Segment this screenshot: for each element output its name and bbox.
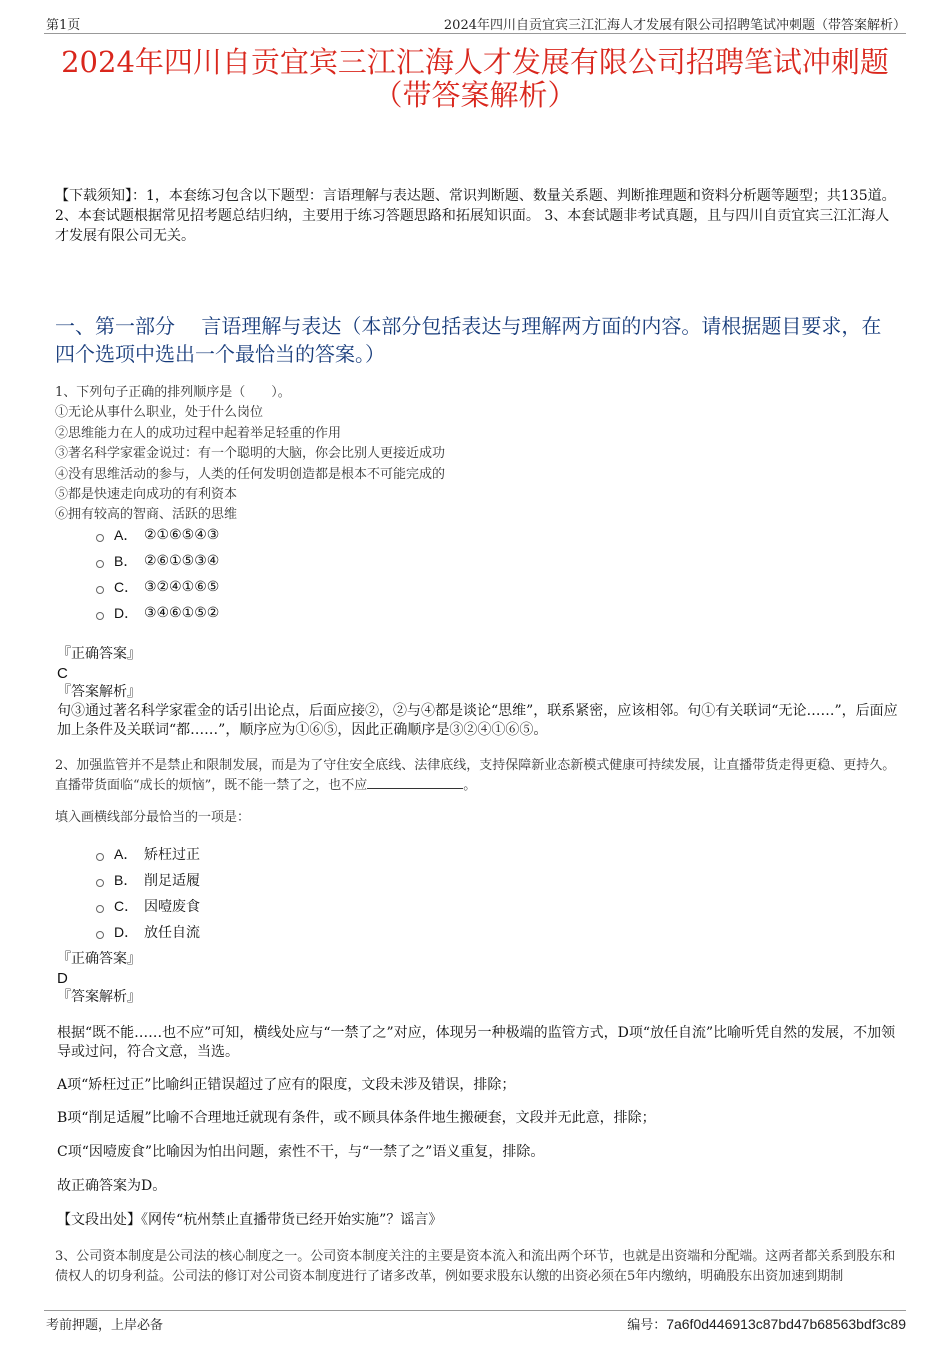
radio-icon[interactable] [96, 612, 104, 620]
question-1-options [96, 522, 219, 626]
question-1-answer [57, 645, 898, 740]
question-1-line-1: ①无论从事什么职业，处于什么岗位 [55, 405, 264, 421]
passage-source: 【文段出处】《网传“杭州禁止直播带货已经开始实施”？谣言》 [57, 1212, 443, 1228]
analysis-paragraph-4: C项“因噎废食”比喻因为怕出问题，索性不干，与“一禁了之”语义重复，排除。 [57, 1144, 545, 1160]
question-1-line-3: ③著名科学家霍金说过：有一个聪明的大脑，你会比别人更接近成功 [55, 446, 446, 462]
radio-icon[interactable] [96, 560, 104, 568]
question-2-stem: 2、加强监管并不是禁止和限制发展，而是为了守住安全底线、法律底线，支持保障新业态新模式健康可持续发展，让直播带货走得更稳、更持久。直播带货面临“成长的烦恼”，既不能一禁了之，也不应 。 [55, 758, 896, 794]
radio-icon[interactable] [96, 586, 104, 594]
question-2-prompt: 填入画横线部分最恰当的一项是： [55, 810, 251, 825]
question-2-option-a[interactable]: A． 矫枉过正 [96, 841, 200, 867]
answer-value: D [57, 970, 68, 987]
footer-slogan: 考前押题，上岸必备 [46, 1318, 164, 1333]
header-divider [44, 33, 906, 34]
radio-icon[interactable] [96, 853, 104, 861]
analysis-paragraph-2: A项“矫枉过正”比喻纠正错误超过了应有的限度，文段未涉及错误，排除； [57, 1077, 516, 1093]
answer-label: 『正确答案』 [57, 951, 141, 967]
radio-icon[interactable] [96, 534, 104, 542]
question-1-option-a[interactable]: A． ②①⑥⑤④③ [96, 522, 219, 548]
analysis-paragraph-3: B项“削足适履”比喻不合理地迁就现有条件，或不顾具体条件地生搬硬套，文段并无此意，排除； [57, 1110, 656, 1126]
analysis-label: 『答案解析』 [57, 684, 141, 700]
question-2-options [96, 841, 200, 945]
question-1-line-4: ④没有思维活动的参与，人类的任何发明创造都是根本不可能完成的 [55, 466, 446, 482]
document-title: 2024年四川自贡宜宾三江汇海人才发展有限公司招聘笔试冲刺题（带答案解析） [61, 45, 889, 112]
answer-value: C [57, 665, 68, 682]
question-1-option-d[interactable]: D． ③④⑥①⑤② [96, 600, 219, 626]
question-1-line-2: ②思维能力在人的成功过程中起着举足轻重的作用 [55, 425, 342, 441]
question-2-answer [57, 950, 898, 1007]
radio-icon[interactable] [96, 905, 104, 913]
page-number: 第1页 [46, 18, 81, 33]
answer-label: 『正确答案』 [57, 646, 141, 662]
section-title: 一、第一部分 言语理解与表达（本部分包括表达与理解两方面的内容。请根据题目要求，在四个选项中选出一个最恰当的答案。） [55, 314, 882, 366]
question-2-option-d[interactable]: D． 放任自流 [96, 919, 200, 945]
header-doc-title: 2024年四川自贡宜宾三江汇海人才发展有限公司招聘笔试冲刺题（带答案解析） [443, 18, 906, 33]
analysis-paragraph-5: 故正确答案为D。 [57, 1178, 167, 1194]
footer-code: 编号：7a6f0d446913c87bd47b68563bdf3c89 [627, 1316, 906, 1333]
radio-icon[interactable] [96, 879, 104, 887]
question-3-stem: 3、公司资本制度是公司法的核心制度之一。公司资本制度关注的主要是资本流入和流出两个环节，也就是出资端和分配端。这两者都关系到股东和债权人的切身利益。公司法的修订对公司资本制度进行了诸多改革，例如要求股东认缴的出资必须在5年内缴纳，明确股东出资加速到期制 [55, 1249, 896, 1285]
analysis-paragraph-1: 根据“既不能……也不应”可知，横线处应与“一禁了之”对应，体现另一种极端的监管方式，D项“放任自流”比喻听凭自然的发展，不加领导或过问，符合文意，当选。 [57, 1025, 896, 1060]
question-1-option-c[interactable]: C． ③②④①⑥⑤ [96, 574, 219, 600]
question-1-option-b[interactable]: B． ②⑥①⑤③④ [96, 548, 219, 574]
footer-divider [44, 1310, 906, 1311]
question-1-title: 1、下列句子正确的排列顺序是（ ）。 [55, 385, 291, 400]
radio-icon[interactable] [96, 931, 104, 939]
question-1-stem [55, 383, 898, 526]
question-1-line-6: ⑥拥有较高的智商、活跃的思维 [55, 507, 238, 523]
question-1-line-5: ⑤都是快速走向成功的有利资本 [55, 487, 238, 503]
download-notice: 【下载须知】：1，本套练习包含以下题型：言语理解与表达题、常识判断题、数量关系题、判断推理题和资料分析题等题型；共135道。 2、本套试题根据常见招考题总结归纳，主要用于练习答题思路和拓展知识面。 3、本套试题非考试真题，且与四川自贡宜宾三江汇海人才发展有限公司无关。 [55, 188, 896, 244]
question-2-option-b[interactable]: B． 削足适履 [96, 867, 200, 893]
fill-blank [367, 776, 463, 789]
analysis-text: 句③通过著名科学家霍金的话引出论点，后面应接②，②与④都是谈论“思维”，联系紧密，应该相邻。句①有关联词“无论……”，后面应加上条件及关联词“都……”，顺序应为①⑥⑤，因此正确顺序是③②④①⑥⑤。 [57, 703, 898, 738]
question-2-option-c[interactable]: C． 因噎废食 [96, 893, 200, 919]
analysis-label: 『答案解析』 [57, 989, 141, 1005]
